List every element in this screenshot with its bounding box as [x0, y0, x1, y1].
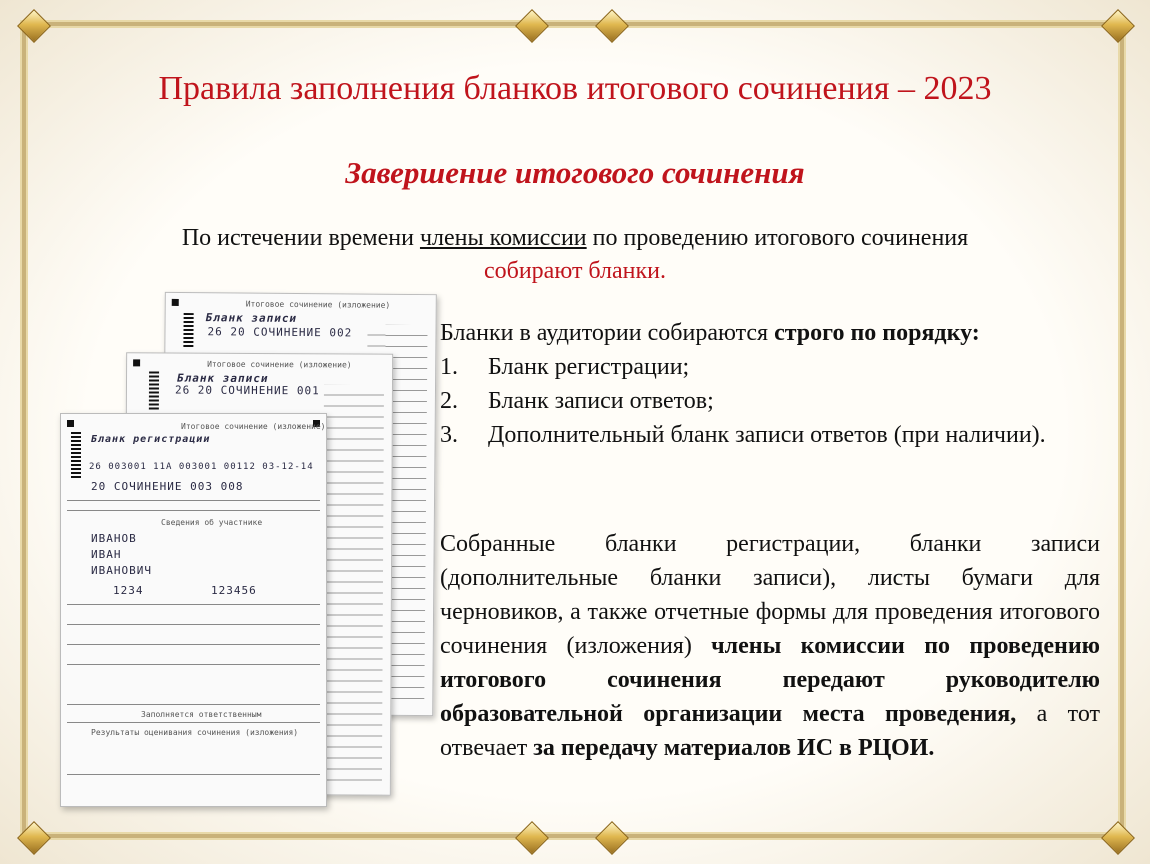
list-number: 3. — [440, 422, 458, 448]
list-text: Бланк регистрации; — [488, 354, 690, 380]
list-number: 1. — [440, 354, 458, 380]
sheet-title: Бланк записи — [205, 311, 298, 325]
divider — [67, 510, 320, 511]
intro-red: собирают бланки. — [483, 258, 667, 284]
sheet-code: 26 20 СОЧИНЕНИЕ 002 — [207, 325, 353, 340]
forms-illustration — [55, 285, 440, 815]
passport-number: 123456 — [211, 584, 257, 597]
corner-mark — [67, 420, 74, 427]
sheet-code: 26 20 СОЧИНЕНИЕ 001 — [174, 383, 320, 398]
list-text: Дополнительный бланк записи ответов (при наличии). — [488, 422, 1046, 448]
registration-code: 26 003001 11А 003001 00112 03-12-14 — [89, 462, 314, 472]
collected-text-1: Собранные бланки регистрации, бланки записи (дополнительные бланки записи), листы бумаги для черновиков, а также отчетные формы для проведения итогового сочинения (изложения) — [440, 531, 1100, 659]
corner-mark — [133, 359, 140, 366]
divider — [67, 644, 320, 645]
name-value: ИВАН — [91, 548, 122, 561]
divider — [67, 704, 320, 705]
order-lead-text: Бланки в аудитории собираются — [440, 320, 775, 346]
divider — [67, 722, 320, 723]
intro-underlined: члены комиссии — [419, 225, 587, 251]
order-lead-bold: строго по порядку: — [774, 320, 980, 346]
barcode — [183, 313, 193, 347]
intro-part2: по проведению итогового сочинения — [586, 225, 969, 251]
results-label: Заполняется ответственным — [141, 710, 262, 719]
order-block — [440, 316, 1100, 452]
divider — [67, 500, 320, 501]
collected-bold-1: члены комиссии по проведению итогового сочинения передают руководителю образовательной организации места проведения, — [440, 633, 1100, 727]
list-item — [440, 418, 1100, 452]
patronymic-value: ИВАНОВИЧ — [91, 564, 152, 577]
barcode — [71, 432, 81, 478]
sheet-title: Бланк регистрации — [91, 434, 211, 445]
sheet-header: Итоговое сочинение (изложение) — [207, 359, 352, 370]
surname-value: ИВАНОВ — [91, 532, 137, 545]
registration-sheet — [60, 413, 327, 807]
passport-series: 1234 — [113, 584, 144, 597]
list-number: 2. — [440, 388, 458, 414]
intro-text — [70, 222, 1080, 288]
order-list — [440, 350, 1100, 452]
intro-part1: По истечении времени — [181, 225, 420, 251]
order-lead — [440, 316, 1100, 350]
collected-text-2: а тот отвечает — [440, 701, 1101, 761]
list-item — [440, 384, 1100, 418]
section-caption: Сведения об участнике — [161, 518, 263, 527]
collected-bold-2: за передачу материалов ИС в РЦОИ. — [533, 735, 935, 761]
slide-title: Правила заполнения бланков итогового сочинения – 2023 — [158, 70, 992, 107]
divider — [67, 774, 320, 775]
registration-code-2: 20 СОЧИНЕНИЕ 003 008 — [91, 480, 244, 493]
divider — [67, 664, 320, 665]
sheet-header: Итоговое сочинение (изложение) — [181, 422, 326, 431]
ruled-lines — [322, 384, 384, 784]
corner-mark — [172, 299, 179, 306]
collected-paragraph — [440, 527, 1100, 765]
list-text: Бланк записи ответов; — [488, 388, 714, 414]
divider — [67, 604, 320, 605]
sheet-title: Бланк записи — [176, 371, 269, 386]
divider — [67, 624, 320, 625]
sheet-header: Итоговое сочинение (изложение) — [245, 299, 391, 310]
results-title: Результаты оценивания сочинения (изложения) — [91, 728, 299, 737]
slide-subtitle: Завершение итогового сочинения — [345, 155, 805, 190]
list-item — [440, 350, 1100, 384]
barcode — [149, 371, 159, 411]
